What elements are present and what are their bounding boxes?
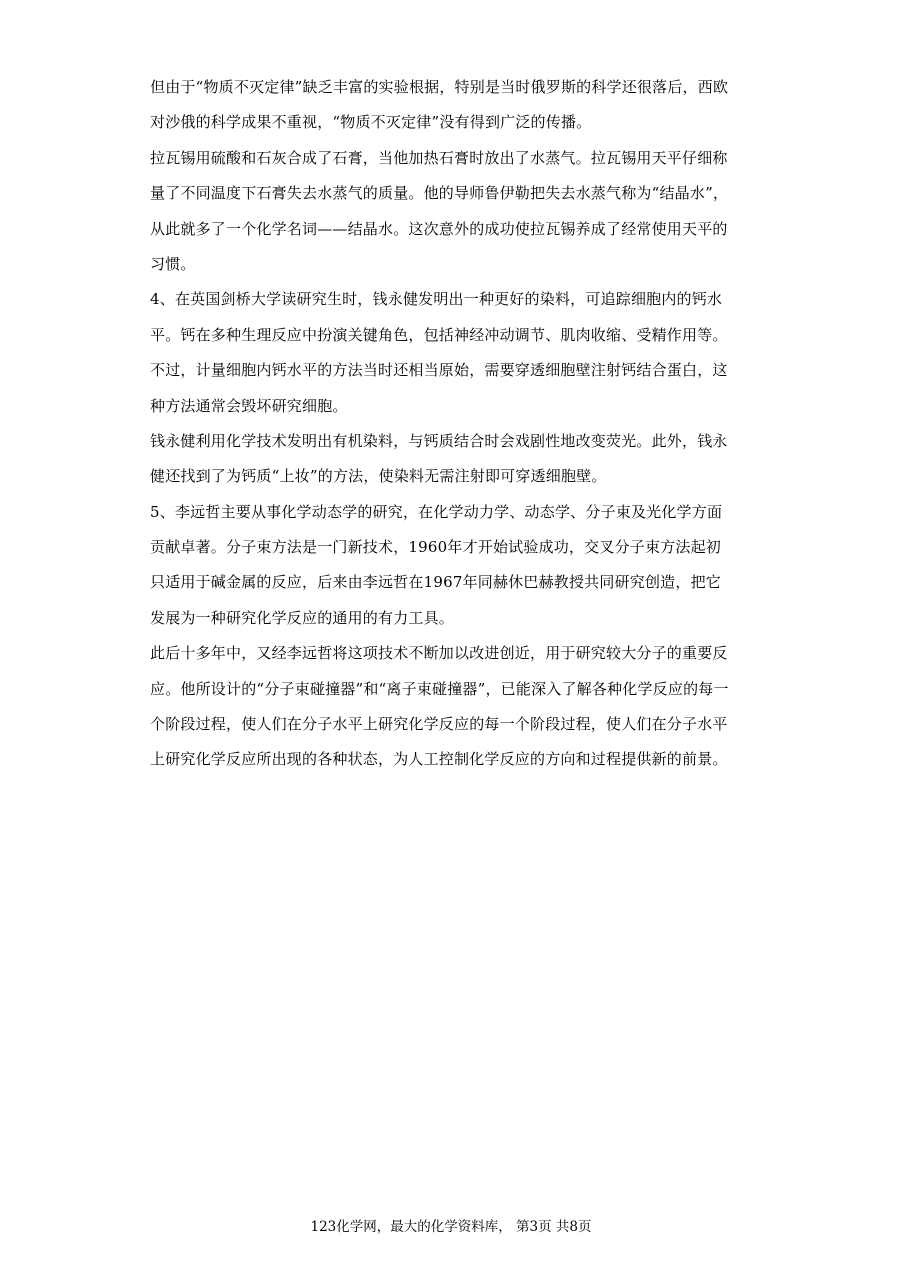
paragraph	[150, 70, 762, 141]
text-line: 贡献卓著。分子束方法是一门新技术，1960年才开始试验成功，交叉分子束方法起初	[150, 538, 721, 557]
text-line: 习惯。	[150, 254, 196, 273]
text-line: 此后十多年中，又经李远哲将这项技术不断加以改进创近，用于研究较大分子的重要反	[150, 644, 728, 663]
paragraph	[150, 141, 762, 283]
text-line: 5、李远哲主要从事化学动态学的研究，在化学动力学、动态学、分子束及光化学方面	[150, 502, 723, 521]
paragraph	[150, 495, 762, 637]
text-line: 4、在英国剑桥大学读研究生时，钱永健发明出一种更好的染料，可追踪细胞内的钙水	[150, 290, 723, 309]
paragraph	[150, 282, 762, 424]
text-line: 健还找到了为钙质“上妆”的方法，使染料无需注射即可穿透细胞壁。	[150, 467, 607, 486]
text-line: 应。他所设计的“分子束碰撞器”和“离子束碰撞器”，已能深入了解各种化学反应的每一	[150, 679, 729, 698]
document-body	[150, 70, 762, 778]
text-line: 个阶段过程，使人们在分子水平上研究化学反应的每一个阶段过程，使人们在分子水平	[150, 715, 728, 734]
text-line: 从此就多了一个化学名词——结晶水。这次意外的成功使拉瓦锡养成了经常使用天平的	[150, 219, 728, 238]
text-line: 但由于“物质不灭定律”缺乏丰富的实验根据，特别是当时俄罗斯的科学还很落后，西欧	[150, 78, 729, 96]
paragraph	[150, 424, 762, 495]
paragraph	[150, 636, 762, 778]
text-line: 发展为一种研究化学反应的通用的有力工具。	[150, 608, 455, 627]
text-line: 钱永健利用化学技术发明出有机染料，与钙质结合时会戏剧性地改变荧光。此外，钱永	[150, 431, 728, 450]
text-line: 种方法通常会毁坏研究细胞。	[150, 396, 348, 415]
text-line: 量了不同温度下石膏失去水蒸气的质量。他的导师鲁伊勒把失去水蒸气称为“结晶水”，	[150, 184, 729, 203]
text-line: 对沙俄的科学成果不重视，“物质不灭定律”没有得到广泛的传播。	[150, 113, 592, 132]
text-line: 上研究化学反应所出现的各种状态，为人工控制化学反应的方向和过程提供新的前景。	[150, 750, 728, 769]
text-line: 拉瓦锡用硫酸和石灰合成了石膏，当他加热石膏时放出了水蒸气。拉瓦锡用天平仔细称	[150, 148, 728, 167]
page-footer: 123化学网，最大的化学资料库， 第3页 共8页	[310, 1219, 592, 1235]
text-line: 平。钙在多种生理反应中扮演关键角色，包括神经冲动调节、肌肉收缩、受精作用等。	[150, 325, 728, 344]
text-line: 只适用于碱金属的反应，后来由李远哲在1967年同赫休巴赫教授共同研究创造，把它	[150, 573, 721, 592]
text-line: 不过，计量细胞内钙水平的方法当时还相当原始，需要穿透细胞壁注射钙结合蛋白，这	[150, 361, 728, 380]
